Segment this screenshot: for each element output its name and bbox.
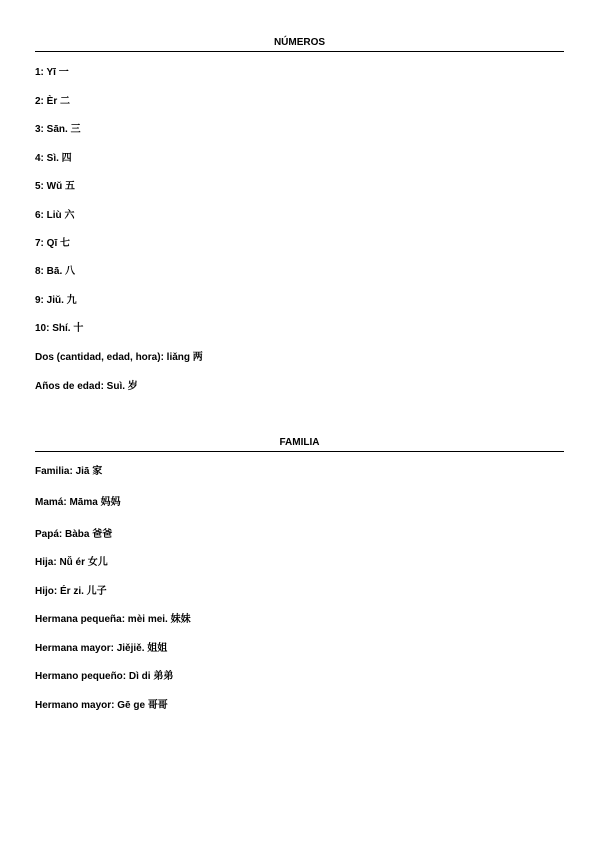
list-item-numero-3: 3: Sān. 三 — [35, 124, 81, 135]
list-item-numero-9: 9: Jiǔ. 九 — [35, 295, 77, 306]
section-numeros — [35, 37, 564, 52]
list-item-hija: Hija: Nǚ ér 女儿 — [35, 557, 108, 568]
list-item-hermana-pequena: Hermana pequeña: mèi mei. 妹妹 — [35, 614, 191, 625]
section-familia — [35, 437, 564, 452]
list-item-familia: Familia: Jiā 家 — [35, 466, 103, 477]
list-item-numero-10: 10: Shí. 十 — [35, 323, 84, 334]
section-title-familia: FAMILIA — [35, 437, 564, 452]
list-item-hijo: Hijo: Ér zi. 儿子 — [35, 586, 107, 597]
list-item-numero-4: 4: Sì. 四 — [35, 153, 72, 164]
list-item-numero-5: 5: Wǔ 五 — [35, 181, 75, 192]
list-item-hermana-mayor: Hermana mayor: Jiějiě. 姐姐 — [35, 643, 168, 654]
list-item-numero-2: 2: Èr 二 — [35, 96, 71, 107]
list-item-hermano-mayor: Hermano mayor: Gē ge 哥哥 — [35, 700, 168, 711]
list-item-anos-edad: Años de edad: Suì. 岁 — [35, 381, 138, 392]
section-title-numeros: NÚMEROS — [35, 37, 564, 52]
list-item-papa: Papá: Bàba 爸爸 — [35, 529, 113, 540]
list-item-numero-6: 6: Liù 六 — [35, 210, 75, 221]
list-item-numero-1: 1: Yī 一 — [35, 67, 69, 78]
list-item-hermano-pequeno: Hermano pequeño: Dì di 弟弟 — [35, 671, 174, 682]
list-item-numero-7: 7: Qī 七 — [35, 238, 71, 249]
list-item-dos-cantidad: Dos (cantidad, edad, hora): liǎng 两 — [35, 352, 203, 363]
list-item-mama: Mamá: Māma 妈妈 — [35, 497, 121, 508]
list-item-numero-8: 8: Bā. 八 — [35, 266, 76, 277]
